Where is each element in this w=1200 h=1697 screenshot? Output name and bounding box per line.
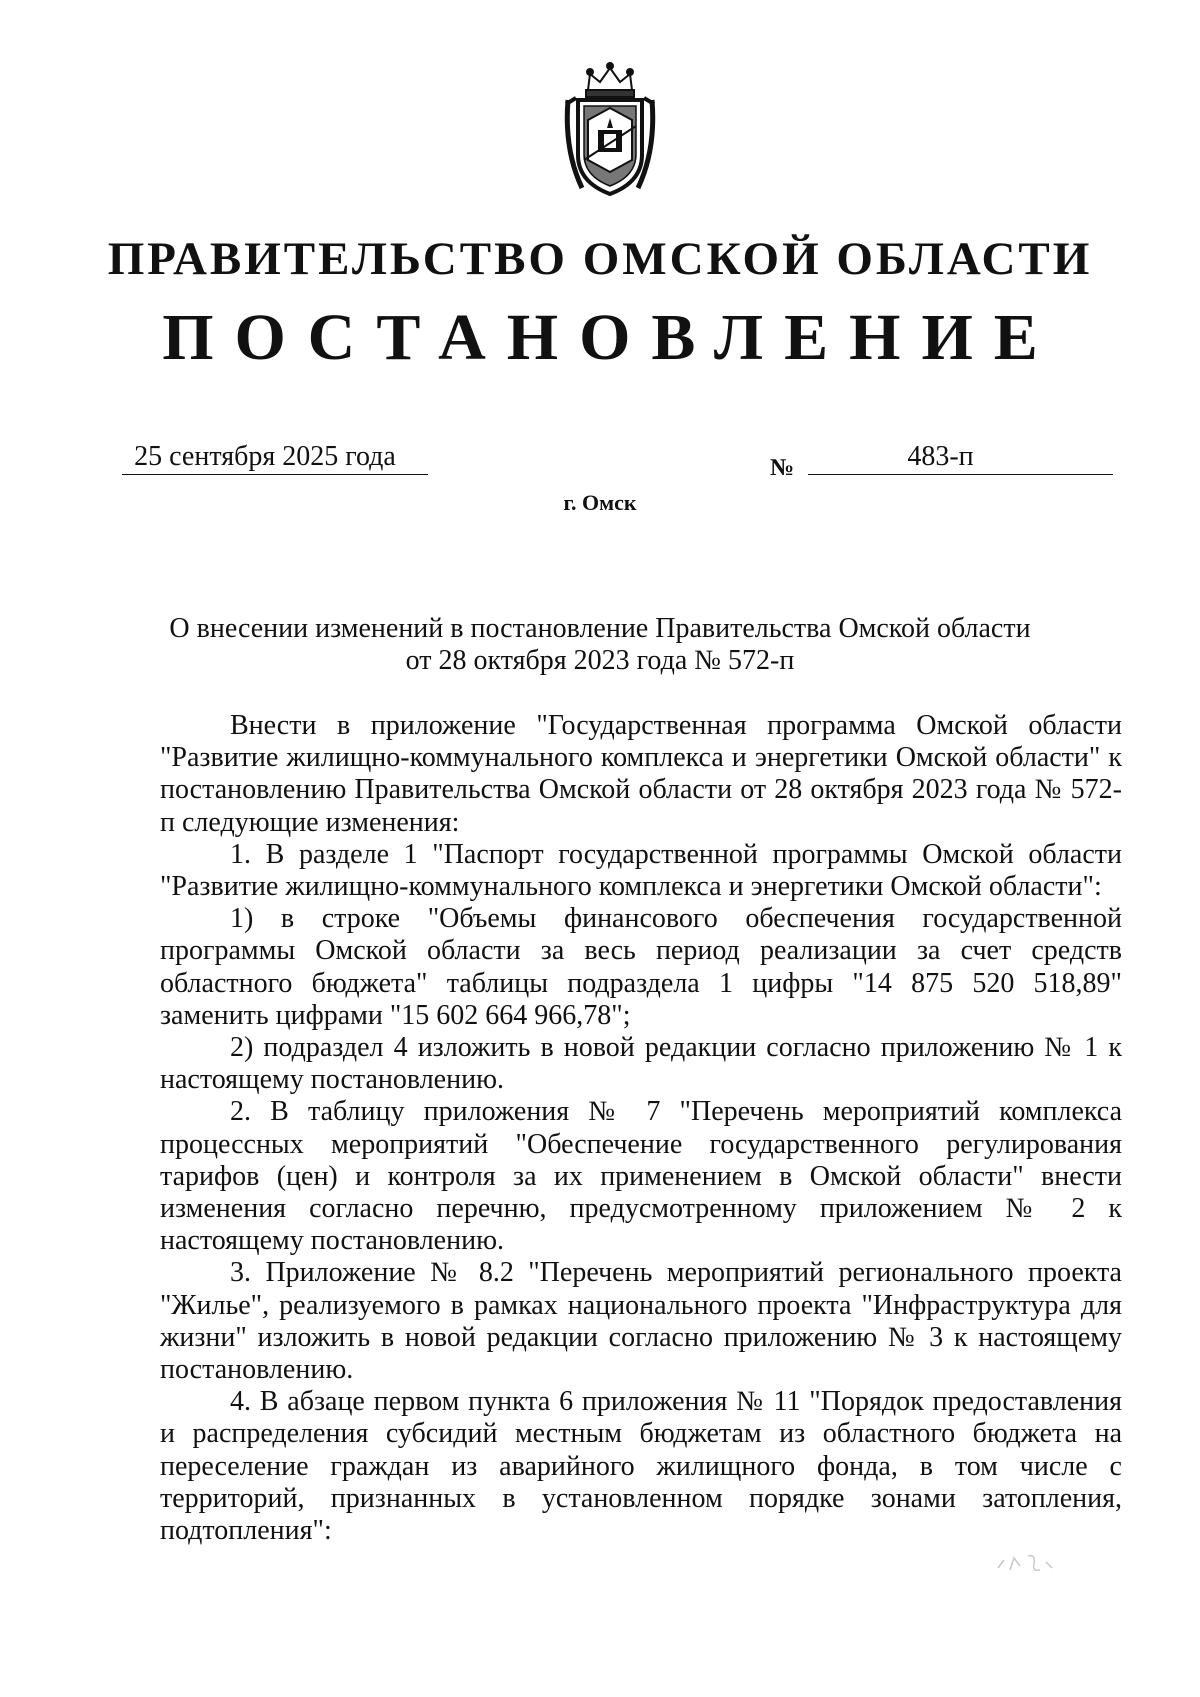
subject-line-1: О внесении изменений в постановление Правительства Омской области <box>169 613 1031 644</box>
document-date: 25 сентября 2025 года <box>122 440 428 475</box>
document-number: 483-п <box>808 440 1113 475</box>
coat-of-arms-icon <box>560 60 660 200</box>
city-label: г. Омск <box>563 490 637 515</box>
number-sign: № <box>770 455 795 481</box>
document-type-title: ПОСТАНОВЛЕНИЕ <box>162 301 1059 374</box>
government-title: ПРАВИТЕЛЬСТВО ОМСКОЙ ОБЛАСТИ <box>107 233 1093 285</box>
paragraph-subitem-2: 2) подраздел 4 изложить в новой редакции согласно приложению № 1 к настоящему постановлению. <box>160 1032 1122 1096</box>
paragraph-item-1: 1. В разделе 1 "Паспорт государственной программы Омской области "Развитие жилищно-коммунального комплекса и энергетики Омской области": <box>160 838 1122 903</box>
paragraph-subitem-1: 1) в строке "Объемы финансового обеспечения государственной программы Омской области за весь период реализации за счет средств областного бюджета" таблицы подраздела 1 цифры "14 875 520 518,89" заменить цифрами "15 602 664 966,78"; <box>160 903 1122 1031</box>
paragraph-item-3: 3. Приложение № 8.2 "Перечень мероприятий регионального проекта "Жилье", реализуемого в рамках национального проекта "Инфраструктура для жизни" изложить в новой редакции согласно приложению № 3 к настоящему постановлению. <box>160 1257 1122 1386</box>
scan-mark-icon <box>990 1548 1070 1578</box>
paragraph-item-2: 2. В таблицу приложения № 7 "Перечень мероприятий комплекса процессных мероприятий "Обеспечение государственного регулирования тарифов (цен) и контроля за их применением в Омской области" внести изменения согласно перечню, предусмотренному приложением № 2 к настоящему постановлению. <box>160 1096 1122 1257</box>
paragraph-intro: Внести в приложение "Государственная программа Омской области "Развитие жилищно-коммунального комплекса и энергетики Омской области" к постановлению Правительства Омской области от 28 октября 2023 года № 572-п следующие изменения: <box>160 710 1122 838</box>
document-body <box>160 710 1122 1547</box>
document-subject <box>150 613 1050 677</box>
paragraph-item-4: 4. В абзаце первом пункта 6 приложения № 11 "Порядок предоставления и распределения субсидий местным бюджетам из областного бюджета на переселение граждан из аварийного жилищного фонда, в том числе с территорий, признанных в установленном порядке зонами затопления, подтопления": <box>160 1386 1122 1547</box>
subject-line-2: от 28 октября 2023 года № 572-п <box>405 645 795 676</box>
